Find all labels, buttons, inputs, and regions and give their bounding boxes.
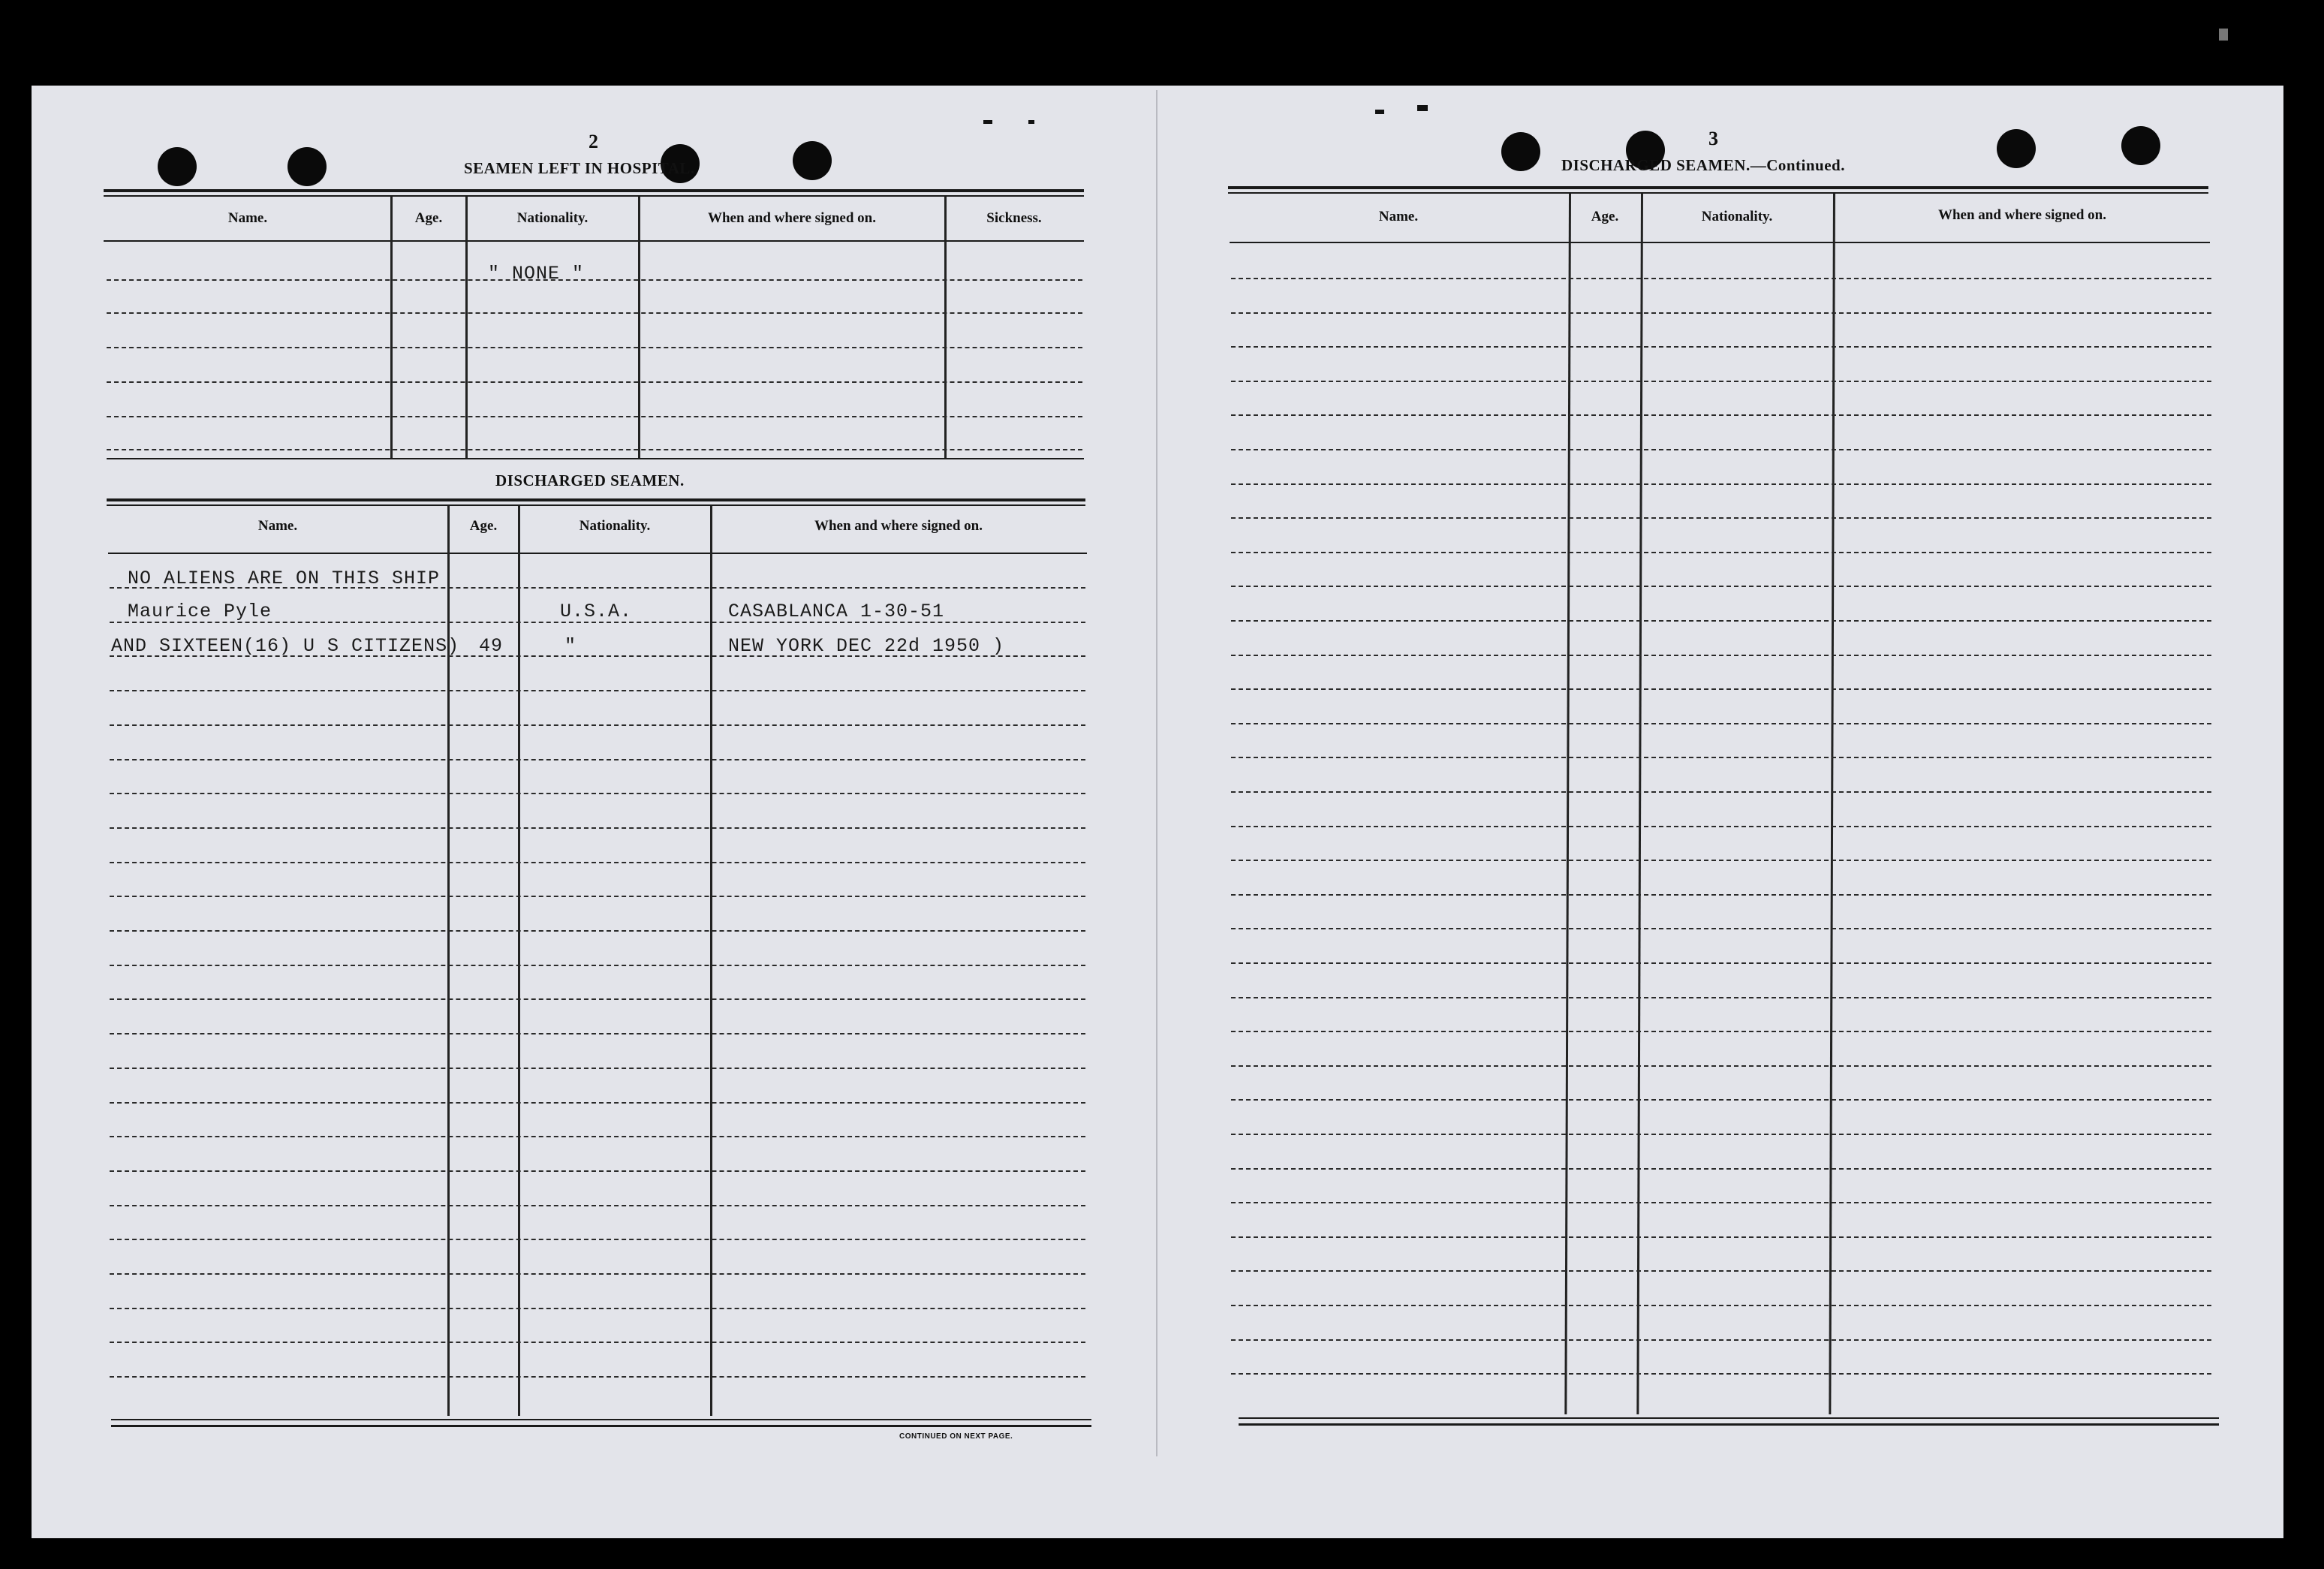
table-rule xyxy=(1239,1423,2219,1426)
column-divider xyxy=(710,506,712,1416)
row-rule xyxy=(110,1102,1085,1104)
row-rule xyxy=(1231,1373,2211,1375)
row-rule xyxy=(1231,1339,2211,1341)
row-rule xyxy=(110,998,1085,1000)
ink-speck xyxy=(1028,120,1034,124)
row-rule xyxy=(1231,312,2211,314)
column-divider xyxy=(518,506,520,1416)
row-rule xyxy=(107,347,1082,348)
row-rule xyxy=(1231,757,2211,758)
column-divider xyxy=(638,197,640,459)
row-rule xyxy=(1231,449,2211,450)
row-rule xyxy=(1231,552,2211,553)
table-rule xyxy=(111,1425,1091,1427)
col-header-nationality: Nationality. xyxy=(1701,209,1773,224)
page-fold xyxy=(1156,90,1157,1456)
row-rule xyxy=(110,1136,1085,1137)
table-rule xyxy=(107,504,1085,506)
table-rule xyxy=(104,195,1084,197)
row-rule xyxy=(1231,1134,2211,1135)
table-rule xyxy=(104,240,1084,242)
row-rule xyxy=(1231,1031,2211,1032)
row-rule xyxy=(110,1376,1085,1378)
row-rule xyxy=(110,827,1085,829)
table-rule xyxy=(111,1419,1091,1420)
column-divider xyxy=(944,197,947,459)
punch-hole xyxy=(1501,132,1540,171)
col-header-nationality: Nationality. xyxy=(579,518,651,534)
row-rule xyxy=(1231,997,2211,998)
row-rule xyxy=(107,416,1082,417)
col-header-name: Name. xyxy=(257,518,298,534)
table-rule xyxy=(1228,186,2208,189)
column-divider xyxy=(465,197,468,459)
ink-speck xyxy=(1375,110,1384,114)
row-rule xyxy=(110,1033,1085,1034)
row-rule xyxy=(110,690,1085,691)
row-rule xyxy=(110,1342,1085,1343)
page-number-left: 2 xyxy=(589,131,598,152)
row-rule xyxy=(107,381,1082,383)
document-sheet xyxy=(32,86,2283,1538)
row-name: Maurice Pyle xyxy=(128,601,272,622)
row-rule xyxy=(1231,1202,2211,1203)
row-rule xyxy=(1231,826,2211,827)
row-rule xyxy=(1231,791,2211,793)
row-rule xyxy=(1231,1236,2211,1238)
row-rule xyxy=(1231,517,2211,519)
row-rule xyxy=(1231,278,2211,279)
row-rule xyxy=(1231,655,2211,656)
row-rule xyxy=(1231,586,2211,587)
row-rule xyxy=(110,793,1085,794)
col-header-age: Age. xyxy=(1591,209,1619,224)
row-nationality: " xyxy=(564,635,577,657)
table-rule xyxy=(107,458,1084,459)
row-rule xyxy=(1231,414,2211,416)
col-header-nationality: Nationality. xyxy=(516,210,589,226)
row-nationality: U.S.A. xyxy=(560,601,633,622)
row-rule xyxy=(110,1068,1085,1069)
col-header-name: Name. xyxy=(227,210,268,226)
row-rule xyxy=(1231,1305,2211,1306)
column-divider xyxy=(390,197,393,459)
table-rule xyxy=(1239,1417,2219,1419)
row-rule xyxy=(107,449,1082,450)
col-header-age: Age. xyxy=(469,518,498,534)
punch-hole xyxy=(793,141,832,180)
row-rule xyxy=(110,1205,1085,1206)
row-rule xyxy=(1231,688,2211,690)
row-rule xyxy=(110,1308,1085,1309)
col-header-name: Name. xyxy=(1378,209,1419,224)
row-rule xyxy=(1231,483,2211,485)
row-rule xyxy=(1231,894,2211,896)
col-header-sickness: Sickness. xyxy=(986,210,1042,226)
row-rule xyxy=(1231,620,2211,622)
ink-speck xyxy=(2219,29,2228,41)
row-rule xyxy=(1231,1168,2211,1170)
row-rule xyxy=(1231,723,2211,724)
row-rule xyxy=(110,1239,1085,1240)
punch-hole xyxy=(2121,126,2160,165)
row-age: 49 xyxy=(479,635,504,657)
row-rule xyxy=(1231,928,2211,929)
punch-hole xyxy=(1997,129,2036,168)
row-rule xyxy=(1231,962,2211,964)
punch-hole xyxy=(287,147,327,186)
row-note: NO ALIENS ARE ON THIS SHIP xyxy=(128,568,441,589)
page-number-right: 3 xyxy=(1708,128,1718,149)
continued-note: CONTINUED ON NEXT PAGE. xyxy=(899,1432,1013,1441)
row-name: AND SIXTEEN(16) U S CITIZENS) xyxy=(111,635,460,657)
row-rule xyxy=(110,965,1085,966)
row-rule xyxy=(110,930,1085,932)
row-rule xyxy=(110,724,1085,726)
hospital-entry: " NONE " xyxy=(488,263,585,285)
row-signed-on: CASABLANCA 1-30-51 xyxy=(728,601,945,622)
section-title-discharged: DISCHARGED SEAMEN. xyxy=(495,471,685,489)
section-title-discharged-continued: DISCHARGED SEAMEN.—Continued. xyxy=(1561,156,1845,174)
row-rule xyxy=(110,759,1085,760)
ink-speck xyxy=(1417,105,1428,111)
col-header-signed-on: When and where signed on. xyxy=(814,518,983,534)
row-rule xyxy=(1231,1270,2211,1272)
punch-hole xyxy=(158,147,197,186)
section-title-hospital: SEAMEN LEFT IN HOSPITAL. xyxy=(464,159,695,177)
table-rule xyxy=(108,553,1087,554)
table-rule xyxy=(1230,242,2210,243)
row-rule xyxy=(110,896,1085,897)
table-rule xyxy=(104,189,1084,192)
row-rule xyxy=(110,1170,1085,1172)
row-rule xyxy=(110,862,1085,863)
row-rule xyxy=(1231,1099,2211,1101)
row-rule xyxy=(107,279,1082,281)
row-rule xyxy=(1231,346,2211,348)
ink-speck xyxy=(983,120,992,124)
table-rule xyxy=(1228,192,2208,194)
row-rule xyxy=(1231,860,2211,861)
row-rule xyxy=(110,1273,1085,1275)
col-header-signed-on: When and where signed on. xyxy=(1937,207,2106,223)
row-rule xyxy=(1231,381,2211,382)
row-rule xyxy=(107,312,1082,314)
row-rule xyxy=(1231,1065,2211,1067)
table-rule xyxy=(107,498,1085,501)
col-header-signed-on: When and where signed on. xyxy=(707,210,876,226)
col-header-age: Age. xyxy=(414,210,443,226)
row-signed-on: NEW YORK DEC 22d 1950 ) xyxy=(728,635,1005,657)
